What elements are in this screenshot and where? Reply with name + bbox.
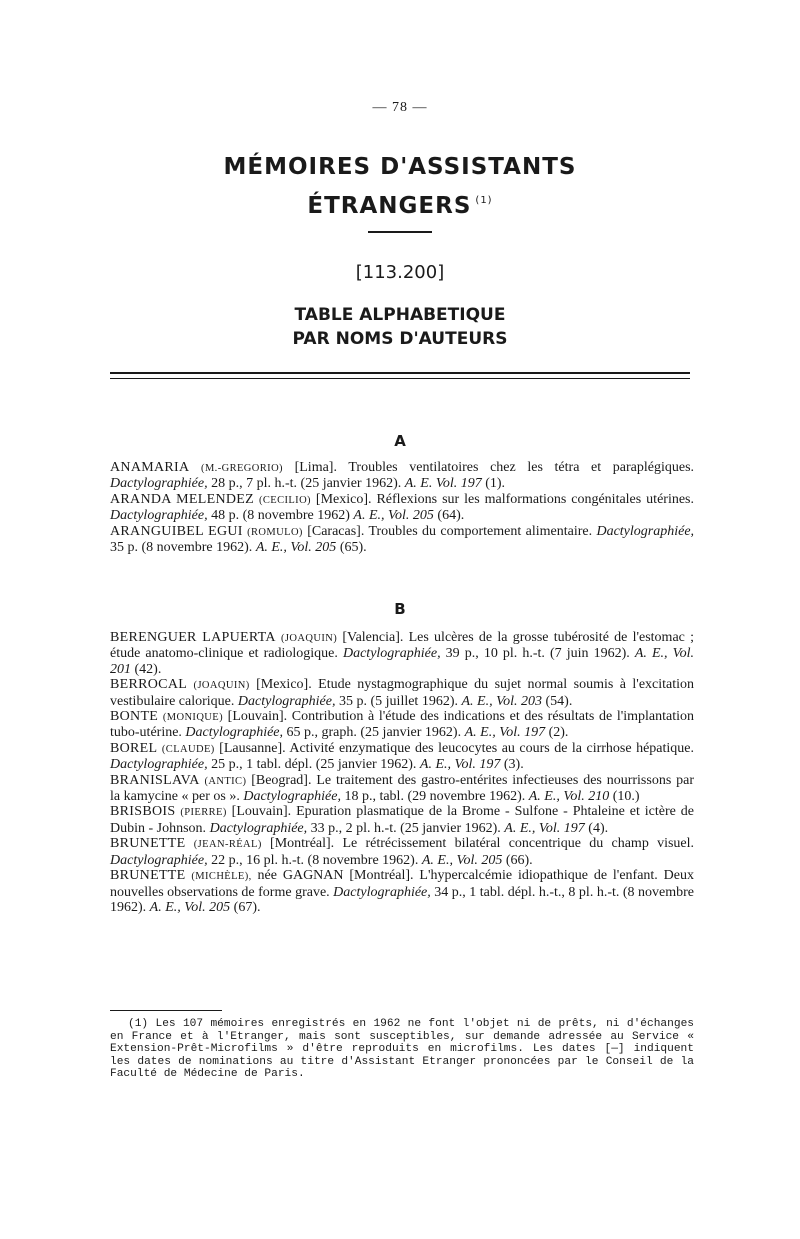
author-name: ARANGUIBEL EGUI xyxy=(110,523,243,539)
thesis-title: Activité enzymatique des leucocytes au cours de la cirrhose hépatique. xyxy=(289,740,695,756)
document-type: Dactylographiée, xyxy=(110,508,208,524)
table-title-line-1: TABLE ALPHABETIQUE xyxy=(294,305,506,325)
author-name: BRANISLAVA xyxy=(110,772,200,788)
document-type: Dactylographiée, xyxy=(333,884,431,900)
author-place: née GAGNAN [Montréal]. xyxy=(257,868,414,884)
bibliography-entry xyxy=(110,630,694,677)
author-given-name: (ROMULO) xyxy=(247,526,303,538)
author-given-name: (M.-GREGORIO) xyxy=(201,463,283,474)
document-type: Dactylographiée, xyxy=(342,646,441,662)
entry-number: (42). xyxy=(134,661,162,677)
bibliography-entry xyxy=(110,524,694,556)
author-name: BERROCAL xyxy=(110,677,188,693)
document-type: Dactylographiée, xyxy=(185,725,284,741)
entry-number: (54). xyxy=(545,693,573,709)
volume-reference: A. E., Vol. 197 xyxy=(504,820,585,836)
title-line-2 xyxy=(0,184,800,223)
section-divider xyxy=(110,372,690,379)
thesis-details: 35 p. (8 novembre 1962). xyxy=(110,540,253,556)
bibliography-entry xyxy=(110,868,694,915)
thesis-title: Epuration plasmatique de la Brome - Sulfone - Phtaleine et ictère de Dubin - Johnson. xyxy=(110,804,695,836)
author-place: [Louvain]. xyxy=(231,804,292,820)
document-type: Dactylographiée, xyxy=(110,476,208,492)
document-type: Dactylographiée, xyxy=(209,820,308,836)
author-place: [Valencia]. xyxy=(342,630,404,645)
author-name: ARANDA MELENDEZ xyxy=(110,491,254,507)
author-given-name: (PIERRE) xyxy=(180,807,227,819)
volume-reference: A. E., Vol. 210 xyxy=(528,789,610,805)
document-type: Dactylographiée, xyxy=(110,757,208,773)
author-place: [Louvain]. xyxy=(227,709,288,725)
title-rule xyxy=(368,231,432,233)
bibliography-entry xyxy=(110,460,694,492)
page-number: — 78 — xyxy=(372,100,428,115)
entry-number: (3). xyxy=(503,757,524,773)
thesis-title: Troubles du comportement alimentaire. xyxy=(368,523,593,539)
author-name: ANAMARIA xyxy=(110,460,190,475)
document-type: Dactylographiée, xyxy=(243,789,341,805)
thesis-title: Les ulcères de la grosse tubérosité de l'estomac ; étude anatomo-clinique et radiologique. xyxy=(110,630,694,662)
footnote xyxy=(110,1018,694,1081)
thesis-title: Etude nystagmographique du sujet normal soumis à l'excitation vestibulaire calorique. xyxy=(110,677,695,709)
bibliography-entry xyxy=(110,677,694,709)
volume-reference: A. E., Vol. 205 xyxy=(255,540,337,556)
author-given-name: (MICHÈLE), xyxy=(191,871,252,883)
author-place: [Lausanne]. xyxy=(219,740,286,756)
entry-number: (4). xyxy=(588,820,609,836)
author-given-name: (ANTIC) xyxy=(204,775,247,787)
section-letter-a: A xyxy=(394,432,406,450)
author-name: BOREL xyxy=(110,740,158,756)
document-title xyxy=(0,150,800,223)
document-type: Dactylographiée, xyxy=(237,693,336,709)
thesis-details: 35 p. (5 juillet 1962). xyxy=(339,693,458,709)
title-line-1: MÉMOIRES D'ASSISTANTS xyxy=(223,154,577,180)
classification-code: [113.200] xyxy=(355,262,445,283)
author-given-name: (JOAQUIN) xyxy=(193,680,250,692)
bibliography-entry xyxy=(110,804,694,836)
entry-number: (64). xyxy=(437,508,465,524)
footnote-rule xyxy=(110,1010,222,1011)
thesis-details: 25 p., 1 tabl. dépl. (25 janvier 1962). xyxy=(211,757,417,773)
author-name: BRISBOIS xyxy=(110,804,176,820)
bibliography-entry xyxy=(110,836,694,868)
thesis-details: 48 p. (8 novembre 1962) xyxy=(211,508,350,524)
title-line-2-text: ÉTRANGERS xyxy=(307,193,472,219)
thesis-details: 33 p., 2 pl. h.-t. (25 janvier 1962). xyxy=(310,820,501,836)
thesis-details: 18 p., tabl. (29 novembre 1962). xyxy=(344,789,526,805)
author-place: [Caracas]. xyxy=(307,523,365,539)
section-letter-b: B xyxy=(394,600,406,618)
footnote-marker: (1) xyxy=(475,195,493,206)
thesis-title: Troubles ventilatoires chez les tétra et paraplégiques. xyxy=(348,460,695,475)
volume-reference: A. E., Vol. 203 xyxy=(461,693,542,709)
entry-number: (66). xyxy=(505,852,533,868)
volume-reference: A. E., Vol. 197 xyxy=(419,757,501,773)
thesis-details: 39 p., 10 pl. h.-t. (7 juin 1962). xyxy=(445,646,630,662)
footnote-text: (1) Les 107 mémoires enregistrés en 1962 ne font l'objet ni de prêts, ni d'échanges en France et à l'Etranger, mais sont susceptibles, sur demande adressée au Service « Extension-Prêt-Microfilms » d'être reproduits en microfilms. Les dates [—] indiquent les dates de nominations au titre d'Assistant Etranger prononcées par le Conseil de la Faculté de Médecine de Paris. xyxy=(110,1018,694,1081)
entry-number: (67). xyxy=(233,899,261,915)
volume-reference: A. E., Vol. 197 xyxy=(464,725,546,741)
author-given-name: (JEAN-RÉAL) xyxy=(193,839,262,851)
section-b-entries xyxy=(110,630,694,915)
thesis-title: Réflexions sur les malformations congénitales utérines. xyxy=(376,491,694,507)
author-name: BRUNETTE xyxy=(110,868,186,884)
author-place: [Montréal]. xyxy=(270,836,335,852)
entry-number: (2). xyxy=(548,725,569,741)
author-name: BRUNETTE xyxy=(110,836,186,852)
thesis-details: 65 p., graph. (25 janvier 1962). xyxy=(286,725,462,741)
thesis-title: Le traitement des gastro-entérites infectieuses des nourrissons par la kamycine « per os ». xyxy=(110,772,695,805)
author-place: [Mexico]. xyxy=(256,677,312,693)
author-given-name: (JOAQUIN) xyxy=(281,633,338,644)
thesis-details: 34 p., 1 tabl. dépl. h.-t., 8 pl. h.-t. (8 novembre 1962). xyxy=(110,884,695,915)
section-a-entries xyxy=(110,460,694,555)
bibliography-entry xyxy=(110,741,694,773)
author-place: [Lima]. xyxy=(294,460,337,475)
author-place: [Beograd]. xyxy=(251,772,312,788)
table-title-line-2: PAR NOMS D'AUTEURS xyxy=(292,329,508,349)
volume-reference: A. E., Vol. 205 xyxy=(149,899,231,915)
thesis-title: Contribution à l'étude des indications et des résultats de l'implantation tubo-utérine. xyxy=(110,709,695,741)
bibliography-entry xyxy=(110,709,694,741)
volume-reference: A. E., Vol. 205 xyxy=(421,852,503,868)
document-type: Dactylographiée, xyxy=(596,523,695,539)
author-place: [Mexico]. xyxy=(315,491,372,507)
volume-reference: A. E. Vol. 197 xyxy=(404,476,482,492)
entry-number: (65). xyxy=(339,540,367,556)
thesis-title: L'hypercalcémie idiopathique de l'enfant. Deux nouvelles observations de forme grave. xyxy=(110,868,695,900)
thesis-details: 28 p., 7 pl. h.-t. (25 janvier 1962). xyxy=(211,476,402,492)
bibliography-entry xyxy=(110,773,694,805)
author-given-name: (MONIQUE) xyxy=(162,712,223,724)
author-name: BONTE xyxy=(110,709,159,725)
table-title xyxy=(0,303,800,351)
author-given-name: (CECILIO) xyxy=(258,494,311,506)
entry-number: (1). xyxy=(485,476,506,492)
author-name: BERENGUER LAPUERTA xyxy=(110,630,276,645)
thesis-title: Le rétrécissement bilatéral concentrique du champ visuel. xyxy=(342,836,695,852)
thesis-details: 22 p., 16 pl. h.-t. (8 novembre 1962). xyxy=(211,852,419,868)
author-given-name: (CLAUDE) xyxy=(161,743,215,755)
document-type: Dactylographiée, xyxy=(110,852,208,868)
volume-reference: A. E., Vol. 201 xyxy=(110,646,695,677)
bibliography-entry xyxy=(110,492,694,524)
entry-number: (10.) xyxy=(612,789,640,805)
volume-reference: A. E., Vol. 205 xyxy=(353,508,434,524)
